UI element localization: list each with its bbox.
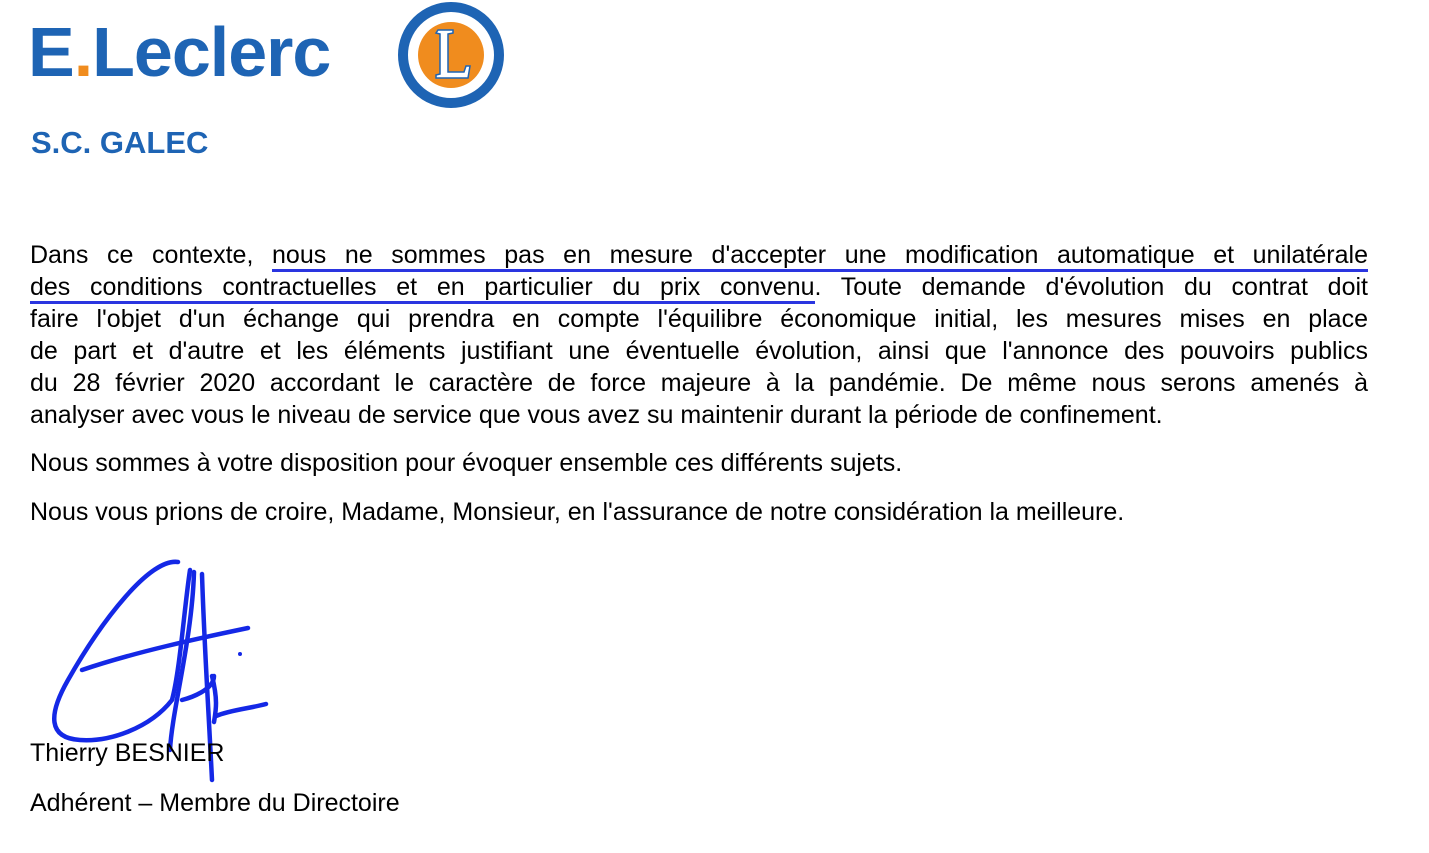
company-name: S.C. GALEC: [31, 125, 209, 160]
logo-wordmark-suffix: Leclerc: [92, 13, 331, 91]
logo-wordmark-prefix: E: [28, 13, 74, 91]
paragraph-line: faire l'objet d'un échange qui prendra en compte l'équilibre économique initial, les mesures mises en place: [30, 305, 1368, 333]
leclerc-emblem-icon: [396, 0, 506, 110]
logo-wordmark-dot: .: [73, 13, 93, 91]
paragraph-closing: [30, 496, 1368, 528]
paragraph-context: [30, 239, 1368, 431]
paragraph-text: Dans ce contexte,: [30, 241, 273, 269]
paragraph-line: Nous vous prions de croire, Madame, Monsieur, en l'assurance de notre considération la meilleure.: [30, 498, 1125, 526]
paragraph-line: du 28 février 2020 accordant le caractère de force majeure à la pandémie. De même nous serons amenés à: [30, 369, 1368, 397]
paragraph-text: . Toute demande d'évolution du contrat doit: [814, 273, 1368, 301]
paragraph-line: analyser avec vous le niveau de service que vous avez su maintenir durant la période de confinement.: [30, 401, 1163, 429]
underlined-text: nous ne sommes pas en mesure d'accepter une modification automatique et unilatérale: [272, 241, 1368, 272]
paragraph-line: [30, 239, 1368, 271]
paragraph-availability: [30, 447, 1368, 479]
eleclerc-logo: [28, 0, 508, 110]
paragraph-line: Nous sommes à votre disposition pour évoquer ensemble ces différents sujets.: [30, 449, 903, 477]
paragraph-line: [30, 271, 1368, 303]
underlined-text: des conditions contractuelles et en particulier du prix convenu: [30, 273, 815, 304]
signatory-name: Thierry BESNIER: [30, 739, 225, 767]
logo-wordmark: [28, 12, 330, 92]
paragraph-line: de part et d'autre et les éléments justifiant une éventuelle évolution, ainsi que l'annonce des pouvoirs publics: [30, 337, 1368, 365]
signatory-role: Adhérent – Membre du Directoire: [30, 789, 400, 817]
